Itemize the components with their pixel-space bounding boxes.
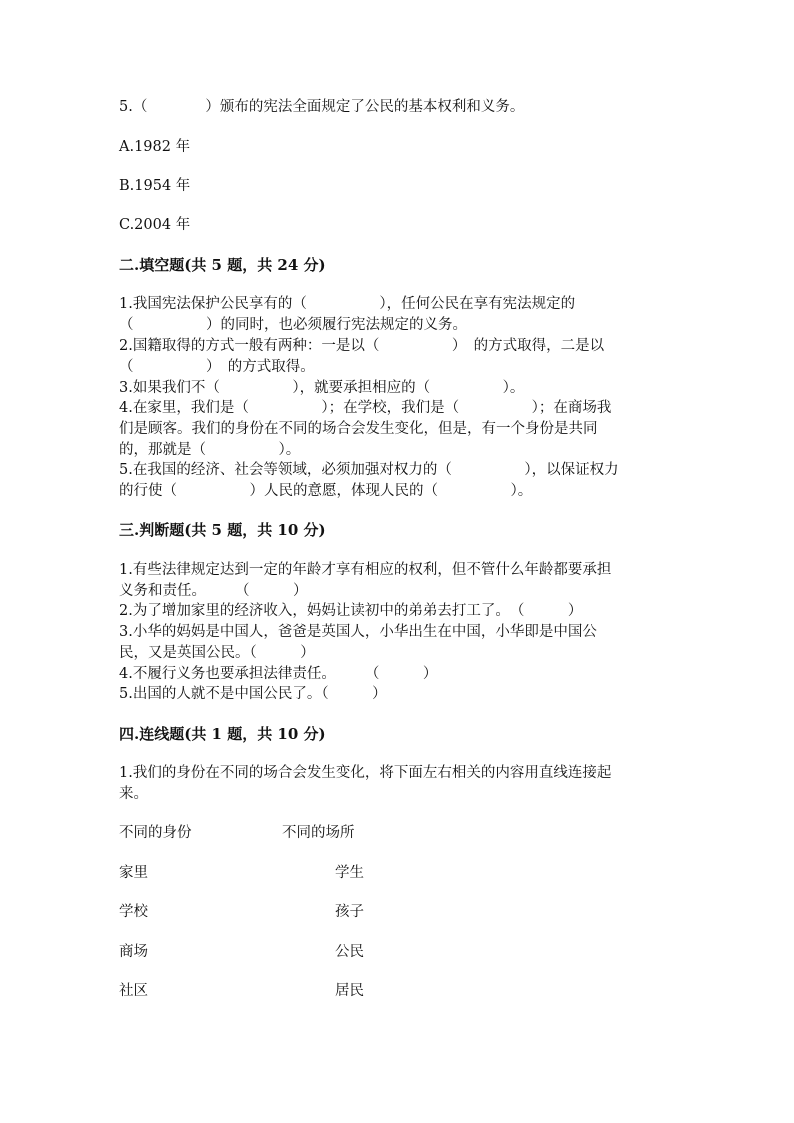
matching-left-item: 社区	[119, 983, 148, 999]
matching-right-item: 学生	[335, 865, 364, 881]
matching-header-left: 不同的身份	[119, 825, 192, 841]
section-2-title: 二.填空题(共 5 题，共 24 分)	[119, 256, 326, 274]
fill-blank-line: 3.如果我们不（ ），就要承担相应的（ ）。	[119, 380, 525, 396]
true-false-line: 3.小华的妈妈是中国人，爸爸是英国人，小华出生在中国，小华即是中国公	[119, 624, 597, 640]
matching-right-item: 居民	[335, 983, 364, 999]
true-false-line: 2.为了增加家里的经济收入，妈妈让读初中的弟弟去打工了。 （ ）	[119, 603, 583, 619]
fill-blank-line: 2.国籍取得的方式一般有两种：一是以（ ） 的方式取得，二是以	[119, 338, 605, 354]
section-3-title: 三.判断题(共 5 题，共 10 分)	[119, 521, 326, 539]
true-false-line: 1.有些法律规定达到一定的年龄才享有相应的权利，但不管什么年龄都要承担	[119, 562, 612, 578]
fill-blank-line: （ ） 的方式取得。	[119, 359, 315, 375]
fill-blank-line: 的行使（ ）人民的意愿，体现人民的（ ）。	[119, 483, 533, 499]
question-5-option-c: C.2004 年	[119, 217, 191, 233]
matching-left-item: 商场	[119, 944, 148, 960]
true-false-line: 民，又是英国公民。（ ）	[119, 645, 315, 661]
true-false-line: 4.不履行义务也要承担法律责任。 （ ）	[119, 666, 438, 682]
fill-blank-line: 的，那就是（ ）。	[119, 442, 301, 458]
true-false-line: 义务和责任。 （ ）	[119, 583, 308, 599]
fill-blank-line: 5.在我国的经济、社会等领域，必须加强对权力的（ ），以保证权力	[119, 462, 619, 478]
fill-blank-line: 1.我国宪法保护公民享有的（ ），任何公民在享有宪法规定的	[119, 296, 576, 312]
matching-instruction-line: 1.我们的身份在不同的场合会发生变化，将下面左右相关的内容用直线连接起	[119, 765, 612, 781]
question-5-option-b: B.1954 年	[119, 178, 191, 194]
fill-blank-line: 4.在家里，我们是（ ）；在学校，我们是（ ）；在商场我	[119, 400, 612, 416]
true-false-line: 5.出国的人就不是中国公民了。（ ）	[119, 686, 387, 702]
section-4-title: 四.连线题(共 1 题，共 10 分)	[119, 725, 326, 743]
question-5-stem: 5.（ ）颁布的宪法全面规定了公民的基本权利和义务。	[119, 99, 525, 115]
matching-header-right: 不同的场所	[282, 825, 355, 841]
fill-blank-line: 们是顾客。我们的身份在不同的场合会发生变化，但是，有一个身份是共同	[119, 421, 598, 437]
matching-left-item: 学校	[119, 904, 148, 920]
matching-instruction-line: 来。	[119, 786, 148, 802]
matching-left-item: 家里	[119, 865, 148, 881]
fill-blank-line: （ ）的同时，也必须履行宪法规定的义务。	[119, 317, 467, 333]
question-5-option-a: A.1982 年	[119, 139, 191, 155]
matching-right-item: 孩子	[335, 904, 364, 920]
matching-right-item: 公民	[335, 944, 364, 960]
